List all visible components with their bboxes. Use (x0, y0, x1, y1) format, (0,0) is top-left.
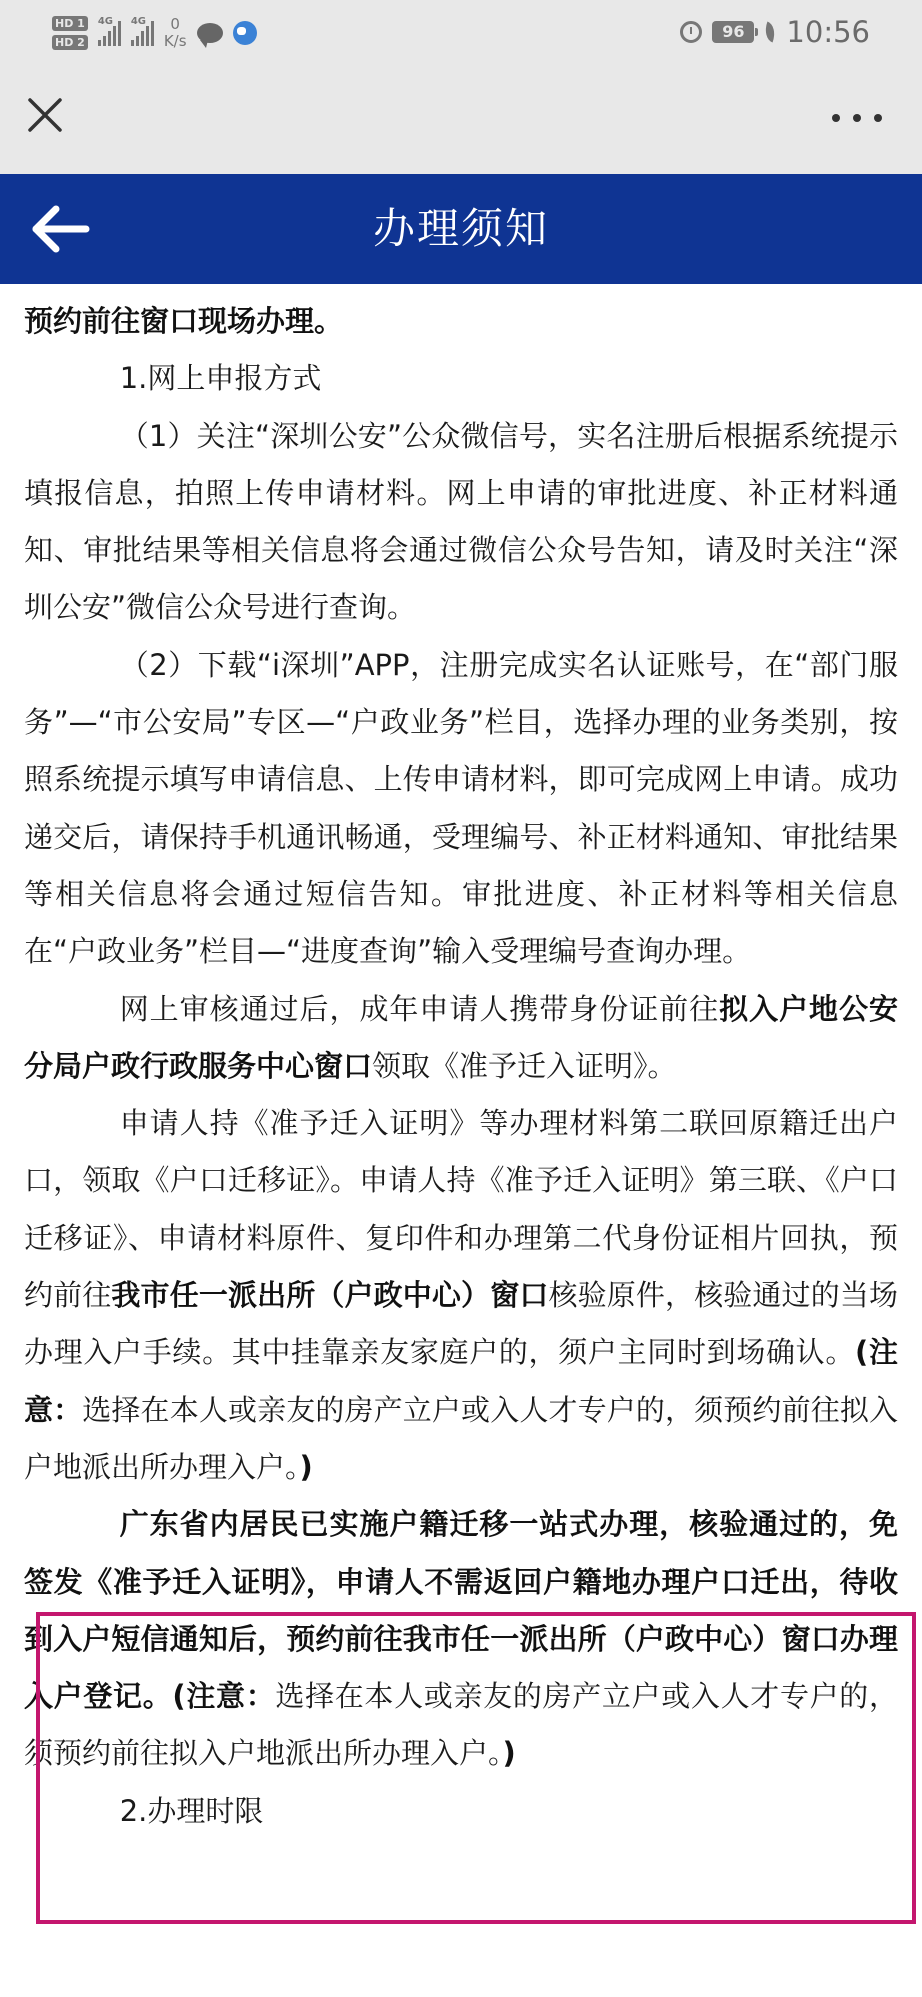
signal-bar (118, 21, 121, 46)
hd-icon (52, 16, 88, 50)
battery-icon (712, 21, 754, 43)
webview-toolbar (0, 66, 922, 174)
signal-bar (103, 36, 106, 46)
text: 选择在本人或亲友的房产立户或入人才专户的，须预约前往拟入户地派出所办理入户。 (24, 1679, 898, 1771)
hd1-badge: HD 1 (52, 16, 88, 31)
status-bar (0, 0, 922, 66)
paragraph (24, 981, 898, 1096)
speed-value: 0 (170, 15, 180, 33)
highlighted-paragraph (24, 1496, 898, 1782)
status-bar-right (680, 12, 870, 52)
network-type-label: 4G (97, 16, 113, 27)
network-speed (164, 16, 187, 50)
signal-bar (98, 40, 101, 46)
note-label: (注意： (24, 1335, 898, 1427)
arrow-left-icon (28, 204, 94, 254)
signal-bar (131, 40, 134, 46)
bold-text: 我市任一派出所（户政中心）窗口 (111, 1278, 549, 1313)
battery-level: 96 (722, 22, 745, 41)
signal-bar (146, 26, 149, 46)
network-type-label: 4G (130, 16, 146, 27)
bold-text: ) (299, 1449, 313, 1484)
paragraph: （2）下载“i深圳”APP，注册完成实名认证账号，在“部门服务”—“市公安局”专区—“户政业务”栏目，选择办理的业务类别，按照系统提示填写申请信息、上传申请材料，即可完成网上申请。成功递交后，请保持手机通讯畅通，受理编号、补正材料通知、审批结果等相关信息将会通过短信告知。审批进度、补正材料等相关信息在“户政业务”栏目—“进度查询”输入受理编号查询办理。 (24, 647, 898, 969)
eco-leaf-icon (762, 21, 779, 42)
close-button[interactable] (24, 94, 68, 138)
close-icon (24, 94, 68, 138)
signal-icon (130, 16, 154, 46)
signal-bar (136, 36, 139, 46)
paragraph (24, 293, 898, 350)
browser-icon (233, 21, 257, 45)
text: 领取《准予迁入证明》。 (372, 1048, 677, 1083)
paragraph: （1）关注“深圳公安”公众微信号，实名注册后根据系统提示填报信息，拍照上传申请材料。网上申请的审批进度、补正材料通知、审批结果等相关信息将会通过微信公众号告知，请及时关注“深圳公安”微信公众号进行查询。 (24, 418, 898, 625)
alarm-icon (680, 21, 702, 43)
more-dots-icon (874, 114, 882, 122)
text: 申请人持《准予迁入证明》等办理材料第二联回原籍迁出户口，领取《户口迁移证》。申请人持《准予迁入证明》第三联、《户口迁移证》、申请材料原件、复印件和办理第二代身份证相片回执，预约前往 (24, 1106, 898, 1313)
text: 网上审核通过后，成年申请人携带身份证前往 (119, 991, 720, 1026)
more-dots-icon (832, 114, 840, 122)
section-heading: 1.网上申报方式 (119, 361, 322, 396)
page-title: 办理须知 (372, 204, 549, 253)
speed-unit: K/s (163, 32, 187, 50)
more-dots-icon (853, 114, 861, 122)
hd2-badge: HD 2 (52, 35, 88, 50)
clock: 10:56 (786, 15, 870, 49)
note-label: (注意： (172, 1679, 276, 1714)
back-button[interactable] (28, 204, 94, 254)
signal-icon (97, 16, 121, 46)
status-bar-left (52, 8, 257, 58)
more-button[interactable] (832, 106, 882, 130)
bold-text: 预约前往窗口现场办理。 (24, 304, 344, 338)
signal-bar (113, 26, 116, 46)
bold-text: 拟入户地公安分局户政行政服务中心窗口 (24, 991, 898, 1083)
message-icon (197, 23, 223, 43)
page-header (0, 174, 922, 284)
bold-text: ) (502, 1736, 516, 1771)
signal-bar (108, 31, 111, 46)
signal-bar (151, 21, 154, 46)
text: 核验原件，核验通过的当场办理入户手续。其中挂靠亲友家庭户的，须户主同时到场确认。 (24, 1278, 898, 1370)
article-content (24, 293, 898, 1840)
text: 选择在本人或亲友的房产立户或入人才专户的，须预约前往拟入户地派出所办理入户。 (24, 1392, 898, 1484)
bold-text: 广东省内居民已实施户籍迁移一站式办理，核验通过的，免签发《准予迁入证明》，申请人不需返回户籍地办理户口迁出，待收到入户短信通知后，预约前往我市任一派出所（户政中心）窗口办理入户登记。 (24, 1507, 898, 1714)
section-heading: 2.办理时限 (119, 1793, 264, 1828)
signal-bar (141, 31, 144, 46)
paragraph (24, 1095, 898, 1496)
